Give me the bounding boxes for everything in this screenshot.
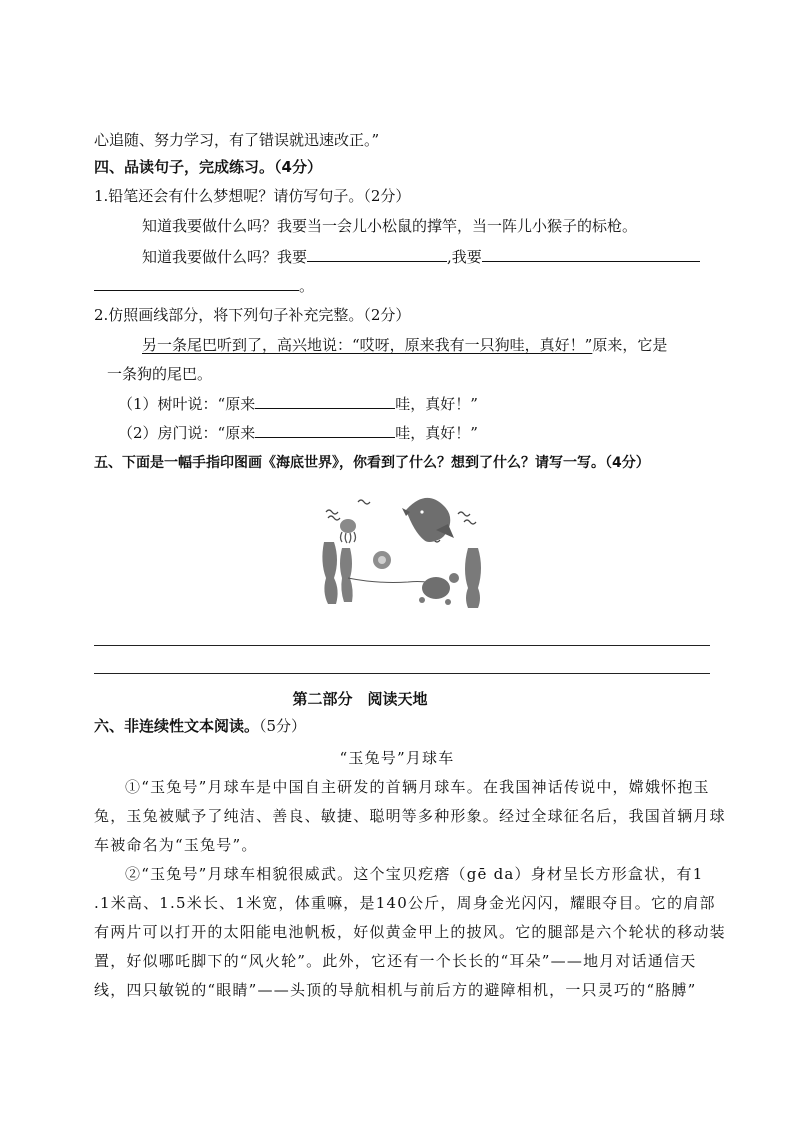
question-1-example: 知道我要做什么吗？我要当一会儿小松鼠的撑竿，当一阵儿小猴子的标枪。 — [142, 217, 638, 235]
fill-suffix: 哇，真好！” — [395, 395, 478, 413]
question-1: 1.铅笔还会有什么梦想呢？请仿写句子。（2分） — [94, 187, 411, 205]
fill-suffix: 哇，真好！” — [395, 424, 478, 442]
section-six-label: 六、非连续性文本阅读。 — [94, 717, 260, 735]
fill-middle: ,我要 — [447, 248, 482, 266]
answer-blank[interactable] — [255, 422, 395, 438]
paragraph-1-line: 车被命名为“玉兔号”。 — [94, 836, 258, 854]
part-two-title: 第二部分 阅读天地 — [292, 690, 428, 708]
article-title: “玉兔号”月球车 — [339, 749, 455, 767]
wave-mark — [458, 512, 470, 516]
answer-line[interactable] — [94, 673, 710, 674]
question-2: 2.仿照画线部分，将下列句子补充完整。（2分） — [94, 306, 411, 324]
section-five-title: 五、下面是一幅手指印图画《海底世界》，你看到了什么？想到了什么？请写一写。（4分） — [94, 455, 650, 471]
example-rest: 原来，它是 — [592, 336, 668, 354]
paragraph-2-line: 线，四只敏锐的“眼睛”——头顶的导航相机与前后方的避障相机，一只灵巧的“胳膊” — [94, 981, 697, 999]
sea-flower-icon — [373, 551, 391, 569]
jellyfish-icon — [340, 519, 356, 543]
answer-blank[interactable] — [94, 275, 299, 291]
section-six-points: （5分） — [259, 717, 307, 735]
question-1-fill-line — [142, 246, 700, 267]
paragraph-2-line: 置，好似哪吒脚下的“风火轮”。此外，它还有一个长长的“耳朵”——地月对话通信天 — [94, 952, 697, 970]
paragraph-2-line: .1米高、1.5米长、1米宽，体重嘛，是140公斤，周身金光闪闪，耀眼夺目。它的肩部 — [94, 894, 716, 912]
wave-mark — [464, 520, 476, 524]
question-2-example-cont: 一条狗的尾巴。 — [107, 365, 213, 383]
fill-prefix: （2）房门说：“原来 — [118, 424, 256, 442]
underlined-sentence: 另一条尾巴听到了，高兴地说：“哎呀，原来我有一只狗哇，真好！” — [142, 336, 593, 354]
paragraph-2-line: 有两片可以打开的太阳能电池帆板，好似黄金甲上的披风。它的腿部是六个轮状的移动装 — [94, 923, 726, 941]
text-line: 心追随、努力学习，有了错误就迅速改正。” — [94, 131, 380, 149]
seaweed-icon — [465, 548, 481, 608]
section-six-title — [94, 716, 306, 736]
section-four-title: 四、品读句子，完成练习。（4分） — [94, 158, 322, 176]
answer-line[interactable] — [94, 645, 710, 646]
question-2-example — [142, 335, 667, 355]
answer-blank[interactable] — [307, 246, 447, 262]
paragraph-2-line: ②“玉兔号”月球车相貌很威武。这个宝贝疙瘩（gē da）身材呈长方形盒状，有1 — [125, 865, 704, 883]
answer-blank[interactable] — [255, 393, 395, 409]
fill-end: 。 — [299, 277, 315, 295]
answer-blank[interactable] — [482, 246, 700, 262]
wave-mark — [358, 500, 370, 504]
undersea-fingerprint-picture — [318, 490, 494, 612]
paragraph-1-line: 兔，玉兔被赋予了纯洁、善良、敏捷、聪明等多种形象。经过全球征名后，我国首辆月球 — [94, 807, 726, 825]
paragraph-1-line: ①“玉兔号”月球车是中国自主研发的首辆月球车。在我国神话传说中，嫦娥怀抱玉 — [125, 778, 710, 796]
question-2-b — [118, 422, 478, 443]
seaweed-icon — [322, 542, 352, 604]
wave-mark — [328, 516, 340, 520]
turtle-icon — [419, 573, 459, 605]
fill-prefix: （1）树叶说：“原来 — [118, 395, 256, 413]
question-2-a — [118, 393, 478, 414]
dolphin-icon — [402, 498, 454, 542]
question-1-fill-line-2 — [94, 275, 314, 296]
fill-prefix: 知道我要做什么吗？我要 — [142, 248, 308, 266]
wave-mark — [326, 510, 338, 514]
